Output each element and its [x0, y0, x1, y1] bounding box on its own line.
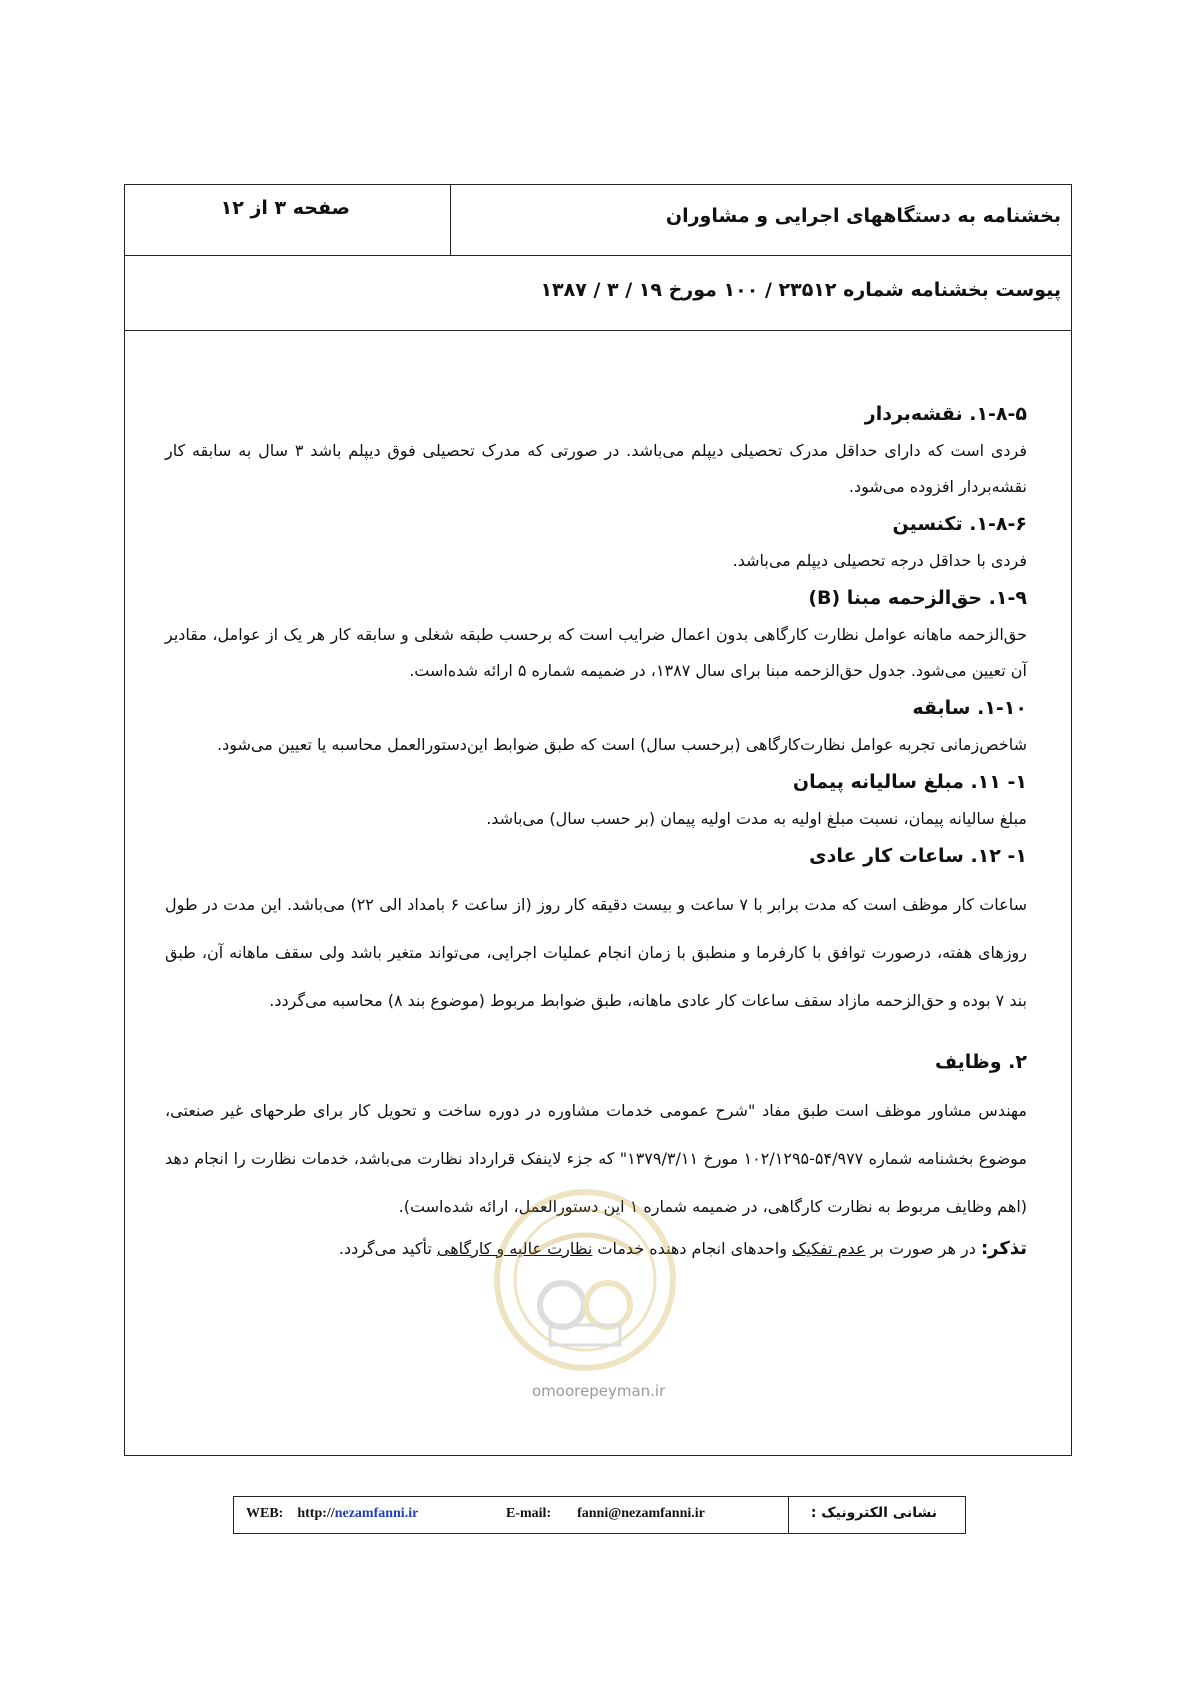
- section-paragraph: مهندس مشاور موظف است طبق مفاد "شرح عمومی خدمات مشاوره در دوره ساخت و تحویل کار برای طرحهای غیر صنعتی، موضوع بخشنامه شماره ۵۴/۹۷۷-۱۰۲/۱۲۹۵ مورخ ۱۳۷۹/۳/۱۱" که جزء لاینفک قرارداد نظارت می‌باشد، خدمات نظارت را انجام دهد (اهم وظایف مربوط به نظارت کارگاهی، در ضمیمه شماره ۱ این دستورالعمل، ارائه شده‌است).: [165, 1101, 1028, 1216]
- section-paragraph: فردی است که دارای حداقل مدرک تحصیلی دیپلم می‌باشد. در صورتی که مدرک تحصیلی فوق دیپلم باشد ۳ سال به سابقه کار نقشه‌بردار افزوده می‌شود.: [165, 441, 1027, 496]
- document-title: بخشنامه به دستگاههای اجرایی و مشاوران: [665, 205, 1061, 227]
- page-number-cell: [125, 185, 451, 255]
- note-text: در هر صورت بر: [865, 1239, 981, 1258]
- note-paragraph: [165, 1231, 1027, 1267]
- footer-label: نشانی الکترونیک :: [810, 1505, 937, 1521]
- web-link[interactable]: nezamfanni.ir: [334, 1506, 419, 1521]
- footer-box: [233, 1496, 966, 1534]
- section-heading: ۱- ۱۱. مبلغ سالیانه پیمان: [792, 771, 1027, 793]
- footer-email: [506, 1506, 705, 1522]
- footer-label-cell: [788, 1497, 965, 1533]
- section-heading: ۱- ۱۲. ساعات کار عادی: [809, 845, 1027, 867]
- note-underlined: نظارت عالیه و کارگاهی: [436, 1239, 593, 1258]
- section-paragraph: مبلغ سالیانه پیمان، نسبت مبلغ اولیه به مدت اولیه پیمان (بر حسب سال) می‌باشد.: [486, 809, 1027, 828]
- section-paragraph: حق‌الزحمه ماهانه عوامل نظارت کارگاهی بدون اعمال ضرایب است که برحسب طبقه شغلی و سابقه کار هر یک از عوامل، مقادیر آن تعیین می‌شود. جدول حق‌الزحمه مبنا برای سال ۱۳۸۷، در ضمیمه شماره ۵ ارائه شده‌است.: [165, 625, 1027, 680]
- web-label: WEB:: [246, 1506, 284, 1521]
- section-paragraph: فردی با حداقل درجه تحصیلی دیپلم می‌باشد.: [732, 551, 1027, 570]
- section-heading: ۱-۱۰. سابقه: [912, 697, 1027, 719]
- footer-web: [246, 1506, 418, 1522]
- note-text: واحدهای انجام دهنده خدمات: [592, 1239, 793, 1258]
- email-link[interactable]: fanni@nezamfanni.ir: [577, 1506, 705, 1521]
- page-number: صفحه ۳ از ۱۲: [220, 197, 350, 219]
- email-label: E-mail:: [506, 1506, 552, 1521]
- section-heading: ۱-۹. حق‌الزحمه مبنا (B): [808, 587, 1027, 609]
- section-heading: ۱-۸-۶. تکنسین: [892, 513, 1027, 535]
- watermark-text: omoorepeyman.ir: [532, 1382, 666, 1400]
- web-prefix: http://: [297, 1506, 335, 1521]
- header-row: [125, 185, 1071, 256]
- section-paragraph: ساعات کار موظف است که مدت برابر با ۷ ساعت و بیست دقیقه کار روز (از ساعت ۶ بامداد الی ۲۲) می‌باشد. این مدت در طول روزهای هفته، درصورت توافق با کارفرما و منطبق با زمان انجام عملیات اجرایی، می‌تواند متغیر باشد ولی سقف ماهانه آن، طبق بند ۷ بوده و حق‌الزحمه مازاد سقف ساعات کار عادی ماهانه، طبق ضوابط مربوط (موضوع بند ۸) محاسبه می‌گردد.: [165, 895, 1028, 1010]
- document-body: [165, 395, 1027, 1267]
- note-label: تذکر:: [980, 1238, 1027, 1259]
- section-paragraph: شاخص‌زمانی تجربه عوامل نظارت‌کارگاهی (برحسب سال) است که طبق ضوابط این‌دستورالعمل محاسبه یا تعیین می‌شود.: [217, 735, 1027, 754]
- note-underlined: عدم تفکیک: [792, 1239, 866, 1258]
- section-heading: ۱-۸-۵. نقشه‌بردار: [864, 403, 1027, 425]
- note-text: تأکید می‌گردد.: [338, 1239, 437, 1258]
- section-heading: ۲. وظایف: [934, 1051, 1027, 1073]
- document-subtitle: پیوست بخشنامه شماره ۲۳۵۱۲ / ۱۰۰ مورخ ۱۹ / ۳ / ۱۳۸۷: [540, 279, 1061, 301]
- subheader-row: [125, 255, 1071, 331]
